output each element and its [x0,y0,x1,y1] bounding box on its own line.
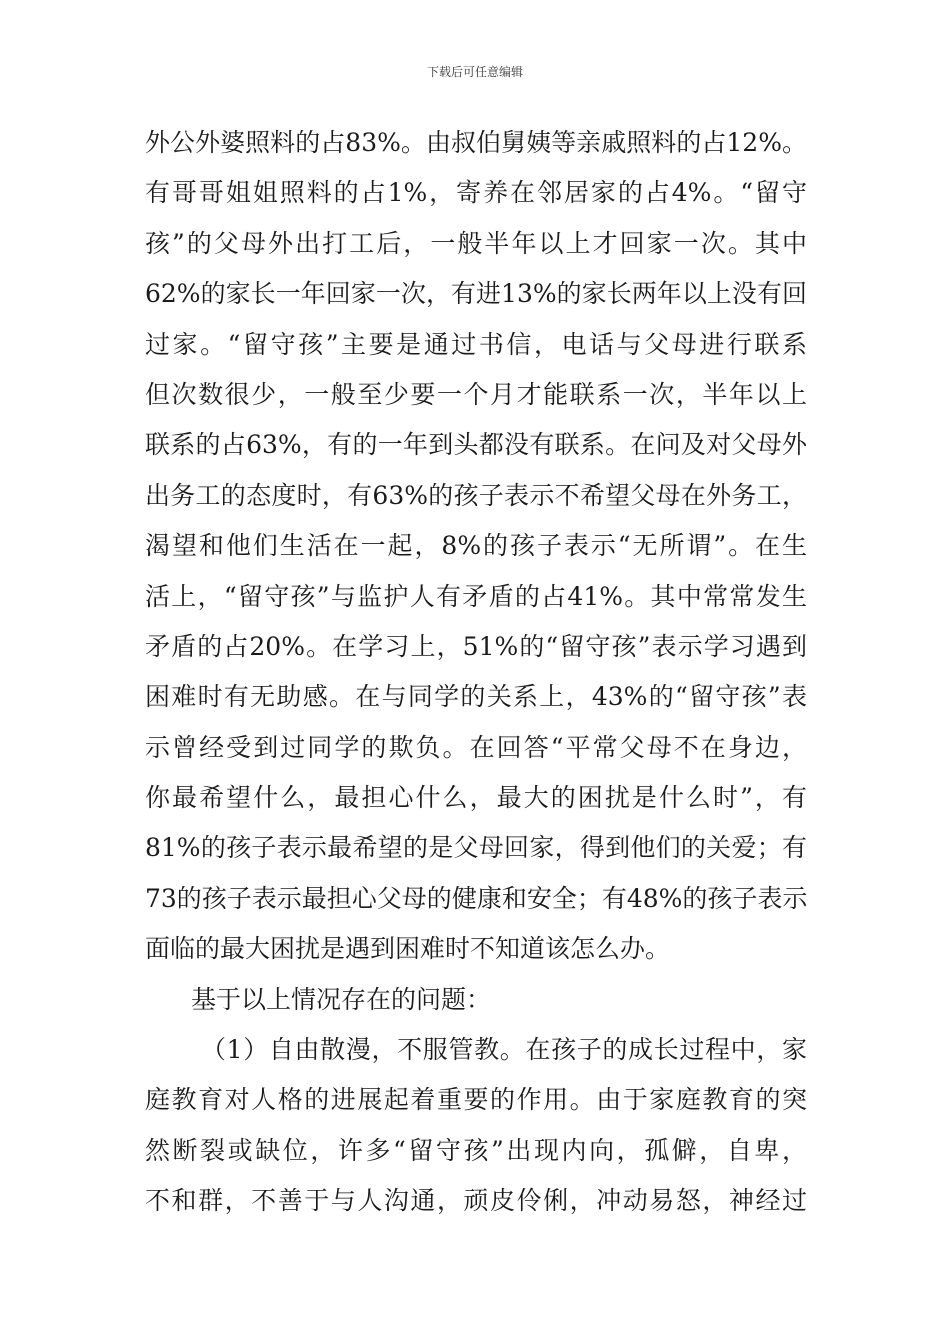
body-line: 示曾经受到过同学的欺负。在回答“平常父母不在身边， [145,732,807,762]
body-line: 孩”的父母外出打工后，一般半年以上才回家一次。其中 [145,228,807,258]
problem-line: 庭教育对人格的进展起着重要的作用。由于家庭教育的突 [145,1085,807,1115]
body-line: 联系的占63%，有的一年到头都没有联系。在问及对父母外 [145,430,807,460]
body-line: 你最希望什么，最担心什么，最大的困扰是什么时”，有 [145,783,807,813]
problem-line: 不和群，不善于与人沟通，顽皮伶俐，冲动易怒，神经过 [145,1186,807,1216]
body-line: 渴望和他们生活在一起，8%的孩子表示“无所谓”。在生 [145,531,807,561]
body-line: 困难时有无助感。在与同学的关系上，43%的“留守孩”表 [145,682,807,712]
problem-line: 然断裂或缺位，许多“留守孩”出现内向，孤僻，自卑， [145,1135,807,1165]
body-line: 81%的孩子表示最希望的是父母回家，得到他们的关爱；有 [145,833,807,863]
body-line: 过家。“留守孩”主要是通过书信，电话与父母进行联系 [145,329,807,359]
body-line: 有哥哥姐姐照料的占1%，寄养在邻居家的占4%。“留守 [145,178,807,208]
body-line: 面临的最大困扰是遇到困难时不知道该怎么办。 [145,934,671,964]
body-line: 活上，“留守孩”与监护人有矛盾的占41%。其中常常发生 [145,581,807,611]
document-body [145,118,807,1227]
page-header: 下载后可任意编辑 [426,65,523,79]
body-line: 外公外婆照料的占83%。由叔伯舅姨等亲戚照料的占12%。 [145,128,807,157]
body-line: 73的孩子表示最担心父母的健康和安全；有48%的孩子表示 [145,883,807,913]
body-line: 矛盾的占20%。在学习上，51%的“留守孩”表示学习遇到 [145,631,807,661]
body-line: 但次数很少，一般至少要一个月才能联系一次，半年以上 [145,379,807,409]
problem-line: （1）自由散漫，不服管教。在孩子的成长过程中，家 [201,1035,807,1065]
section-heading: 基于以上情况存在的问题： [191,984,492,1014]
body-line: 出务工的态度时，有63%的孩子表示不希望父母在外务工， [145,480,807,510]
body-line: 62%的家长一年回家一次，有进13%的家长两年以上没有回 [145,279,807,309]
